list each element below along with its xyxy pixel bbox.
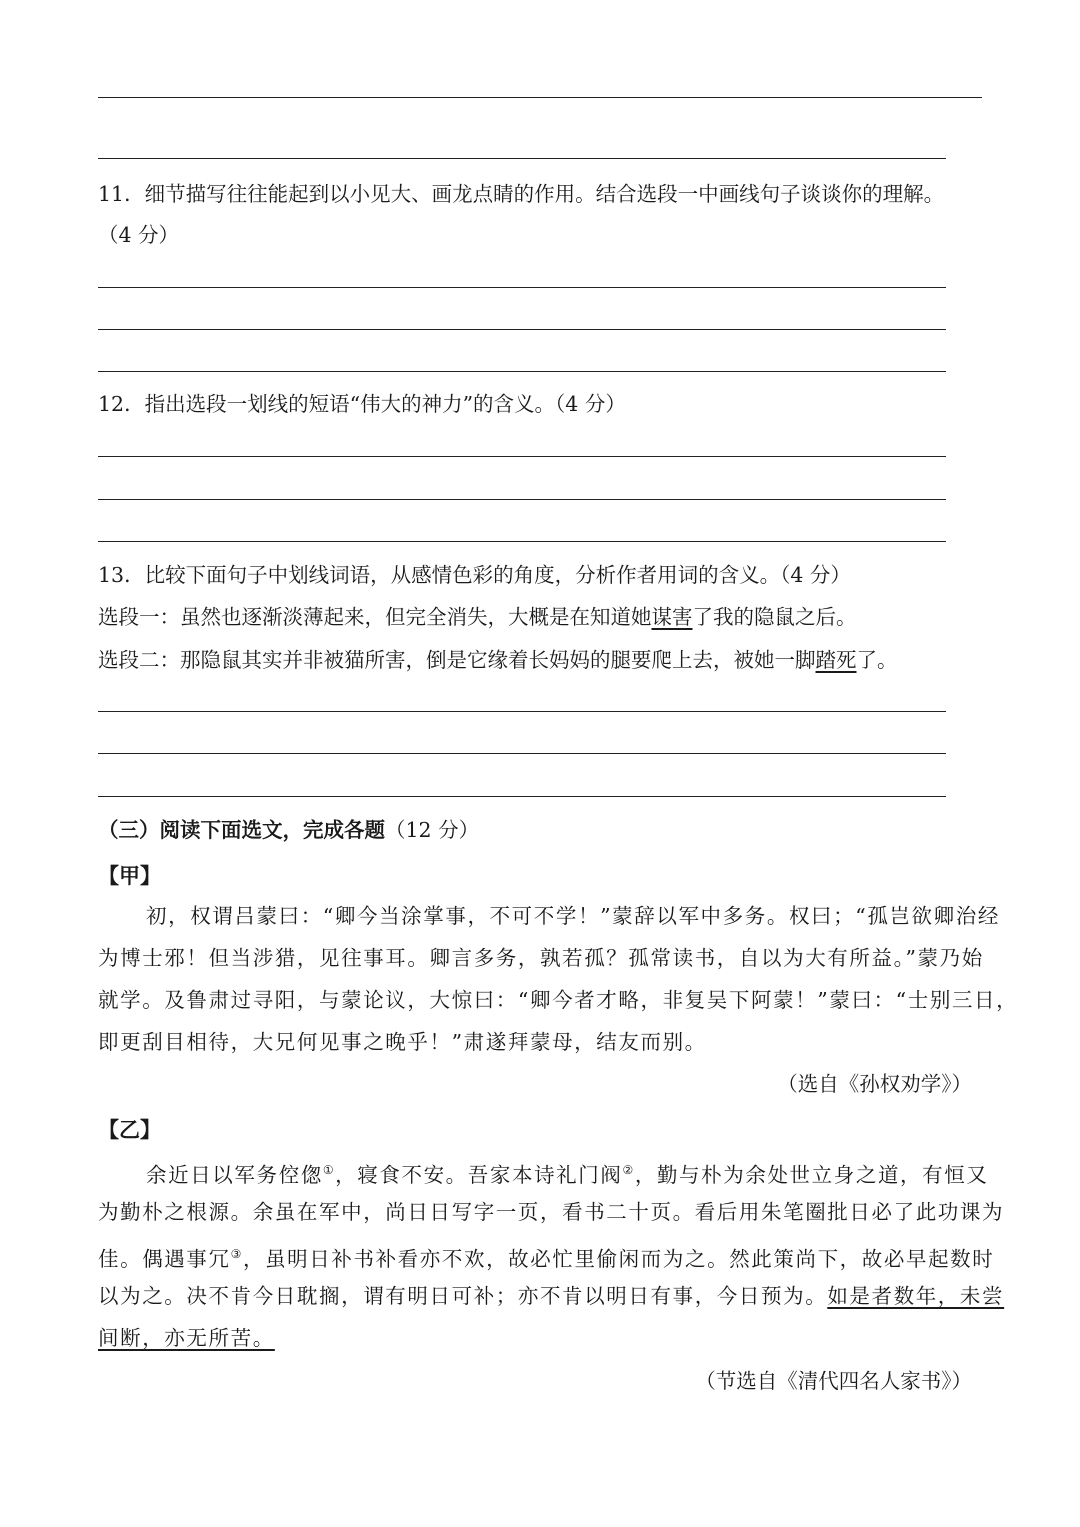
answer-line[interactable] <box>98 329 946 330</box>
passage-jia-source: （选自《孙权劝学》） <box>777 1072 972 1096</box>
answer-line[interactable] <box>98 753 946 754</box>
passage-jia-line: 即更刮目相待，大兄何见事之晚乎！”肃遂拜蒙母，结友而别。 <box>98 1030 707 1054</box>
yi-underlined-sentence-part-1: 如是者数年，未尝 <box>827 1284 1005 1308</box>
passage-jia-line: 为博士邪！但当涉猎，见往事耳。卿言多务，孰若孤？孤常读书，自以为大有所益。”蒙乃始 <box>98 946 984 970</box>
passage-yi-source: （节选自《清代四名人家书》） <box>695 1369 972 1393</box>
answer-line[interactable] <box>98 97 982 98</box>
passage-yi-label: 【乙】 <box>98 1117 161 1142</box>
question-12-text: 12．指出选段一划线的短语“伟大的神力”的含义。（4 分） <box>98 392 626 416</box>
sentence-1-suffix: 了我的隐鼠之后。 <box>692 605 857 629</box>
passage-yi-line-5 <box>98 1326 275 1350</box>
answer-line[interactable] <box>98 499 946 500</box>
answer-line[interactable] <box>98 796 946 797</box>
sentence-2-suffix: 了。 <box>856 648 898 672</box>
question-13-sentence-2 <box>98 648 898 672</box>
section-3-title: （三）阅读下面选文，完成各题 <box>98 818 385 842</box>
yi-line-4-plain: 以为之。决不肯今日耽搁，谓有明日可补；亦不肯以明日有事，今日预为。 <box>98 1284 828 1308</box>
answer-line[interactable] <box>98 456 946 457</box>
question-11-score: （4 分） <box>98 223 180 247</box>
sentence-2-prefix: 选段二：那隐鼠其实并非被猫所害，倒是它缘着长妈妈的腿要爬上去，被她一脚 <box>98 648 816 672</box>
answer-line[interactable] <box>98 287 946 288</box>
yi-line-1-part-c: ，勤与朴为余处世立身之道，有恒又 <box>634 1162 989 1187</box>
passage-yi-line-3 <box>98 1242 994 1271</box>
section-3-heading <box>98 818 479 842</box>
yi-line-3-part-a: 佳。偶遇事冗 <box>98 1246 231 1271</box>
passage-jia-line: 就学。及鲁肃过寻阳，与蒙论议，大惊曰：“卿今者才略，非复吴下阿蒙！”蒙曰：“士别三日， <box>98 988 1019 1012</box>
yi-underlined-sentence-part-2: 间断，亦无所苦。 <box>98 1326 275 1350</box>
sentence-2-underlined-word: 踏死 <box>815 648 857 672</box>
sentence-1-prefix: 选段一：虽然也逐渐淡薄起来，但完全消失，大概是在知道她 <box>98 605 652 629</box>
passage-jia-label: 【甲】 <box>98 863 161 888</box>
passage-yi-line-2: 为勤朴之根源。余虽在军中，尚日日写字一页，看书二十页。看后用朱笔圈批日必了此功课为 <box>98 1200 1005 1224</box>
yi-line-1-part-b: ，寝食不安。吾家本诗礼门阀 <box>335 1162 623 1187</box>
question-13-sentence-1 <box>98 605 857 629</box>
question-13-text: 13．比较下面句子中划线词语，从感情色彩的角度，分析作者用词的含义。（4 分） <box>98 563 851 587</box>
passage-yi-line-4 <box>98 1284 1004 1308</box>
answer-line[interactable] <box>98 158 946 159</box>
footnote-marker-2: ② <box>622 1163 635 1177</box>
answer-line[interactable] <box>98 371 946 372</box>
footnote-marker-3: ③ <box>230 1247 243 1261</box>
passage-jia-line: 初，权谓吕蒙曰：“卿今当涂掌事，不可不学！”蒙辞以军中多务。权曰；“孤岂欲卿治经 <box>146 904 1000 928</box>
section-3-score: （12 分） <box>385 818 480 842</box>
passage-yi-line-1 <box>146 1158 988 1187</box>
sentence-1-underlined-word: 谋害 <box>651 605 693 629</box>
yi-line-1-part-a: 余近日以军务倥偬 <box>146 1162 323 1187</box>
footnote-marker-1: ① <box>322 1163 336 1177</box>
question-11-text: 11．细节描写往往能起到以小见大、画龙点睛的作用。结合选段一中画线句子谈谈你的理解。 <box>98 182 945 206</box>
yi-line-3-part-b: ，虽明日补书补看亦不欢，故必忙里偷闲而为之。然此策尚下，故必早起数时 <box>242 1246 995 1271</box>
answer-line[interactable] <box>98 541 946 542</box>
answer-line[interactable] <box>98 711 946 712</box>
